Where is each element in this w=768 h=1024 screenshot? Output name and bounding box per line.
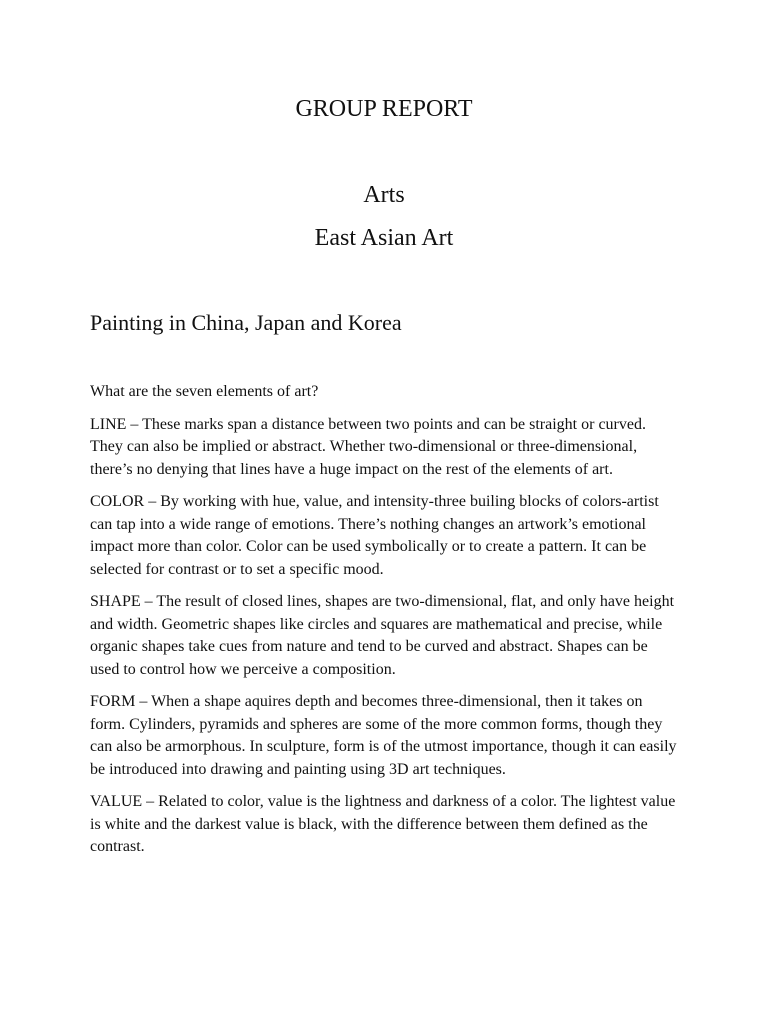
subject-title: Arts bbox=[363, 182, 405, 208]
report-title: GROUP REPORT bbox=[295, 96, 473, 122]
paragraph-shape: SHAPE – The result of closed lines, shapes are two-dimensional, flat, and only have height and width. Geometric shapes like circles and squares are mathematical and precise, while organic shapes take cues from nature and tend to be curved and abstract. Shapes can be used to control how we perceive a composition. bbox=[90, 593, 675, 678]
paragraph-form: FORM – When a shape aquires depth and becomes three-dimensional, then it takes on form. Cylinders, pyramids and spheres are some of the more common forms, though they can also be armorphous. In sculpture, form is of the utmost importance, though it can easily be introduced into drawing and painting using 3D art techniques. bbox=[90, 693, 677, 778]
paragraph-color: COLOR – By working with hue, value, and intensity-three builing blocks of colors-artist can tap into a wide range of emotions. There’s nothing changes an artwork’s emotional impact more than color. Color can be used symbolically or to create a pattern. It can be selected for contrast or to set a specific mood. bbox=[90, 493, 659, 578]
section-heading: Painting in China, Japan and Korea bbox=[90, 310, 402, 335]
paragraph-line: LINE – These marks span a distance between two points and can be straight or curved. They can also be implied or abstract. Whether two-dimensional or three-dimensional, there’s no denying that lines have a huge impact on the rest of the elements of art. bbox=[90, 415, 646, 478]
topic-title: East Asian Art bbox=[314, 225, 454, 251]
question-paragraph: What are the seven elements of art? bbox=[90, 383, 319, 400]
paragraph-value: VALUE – Related to color, value is the lightness and darkness of a color. The lightest value is white and the darkest value is black, with the difference between them defined as the contrast. bbox=[90, 793, 676, 855]
body-text bbox=[90, 381, 680, 869]
